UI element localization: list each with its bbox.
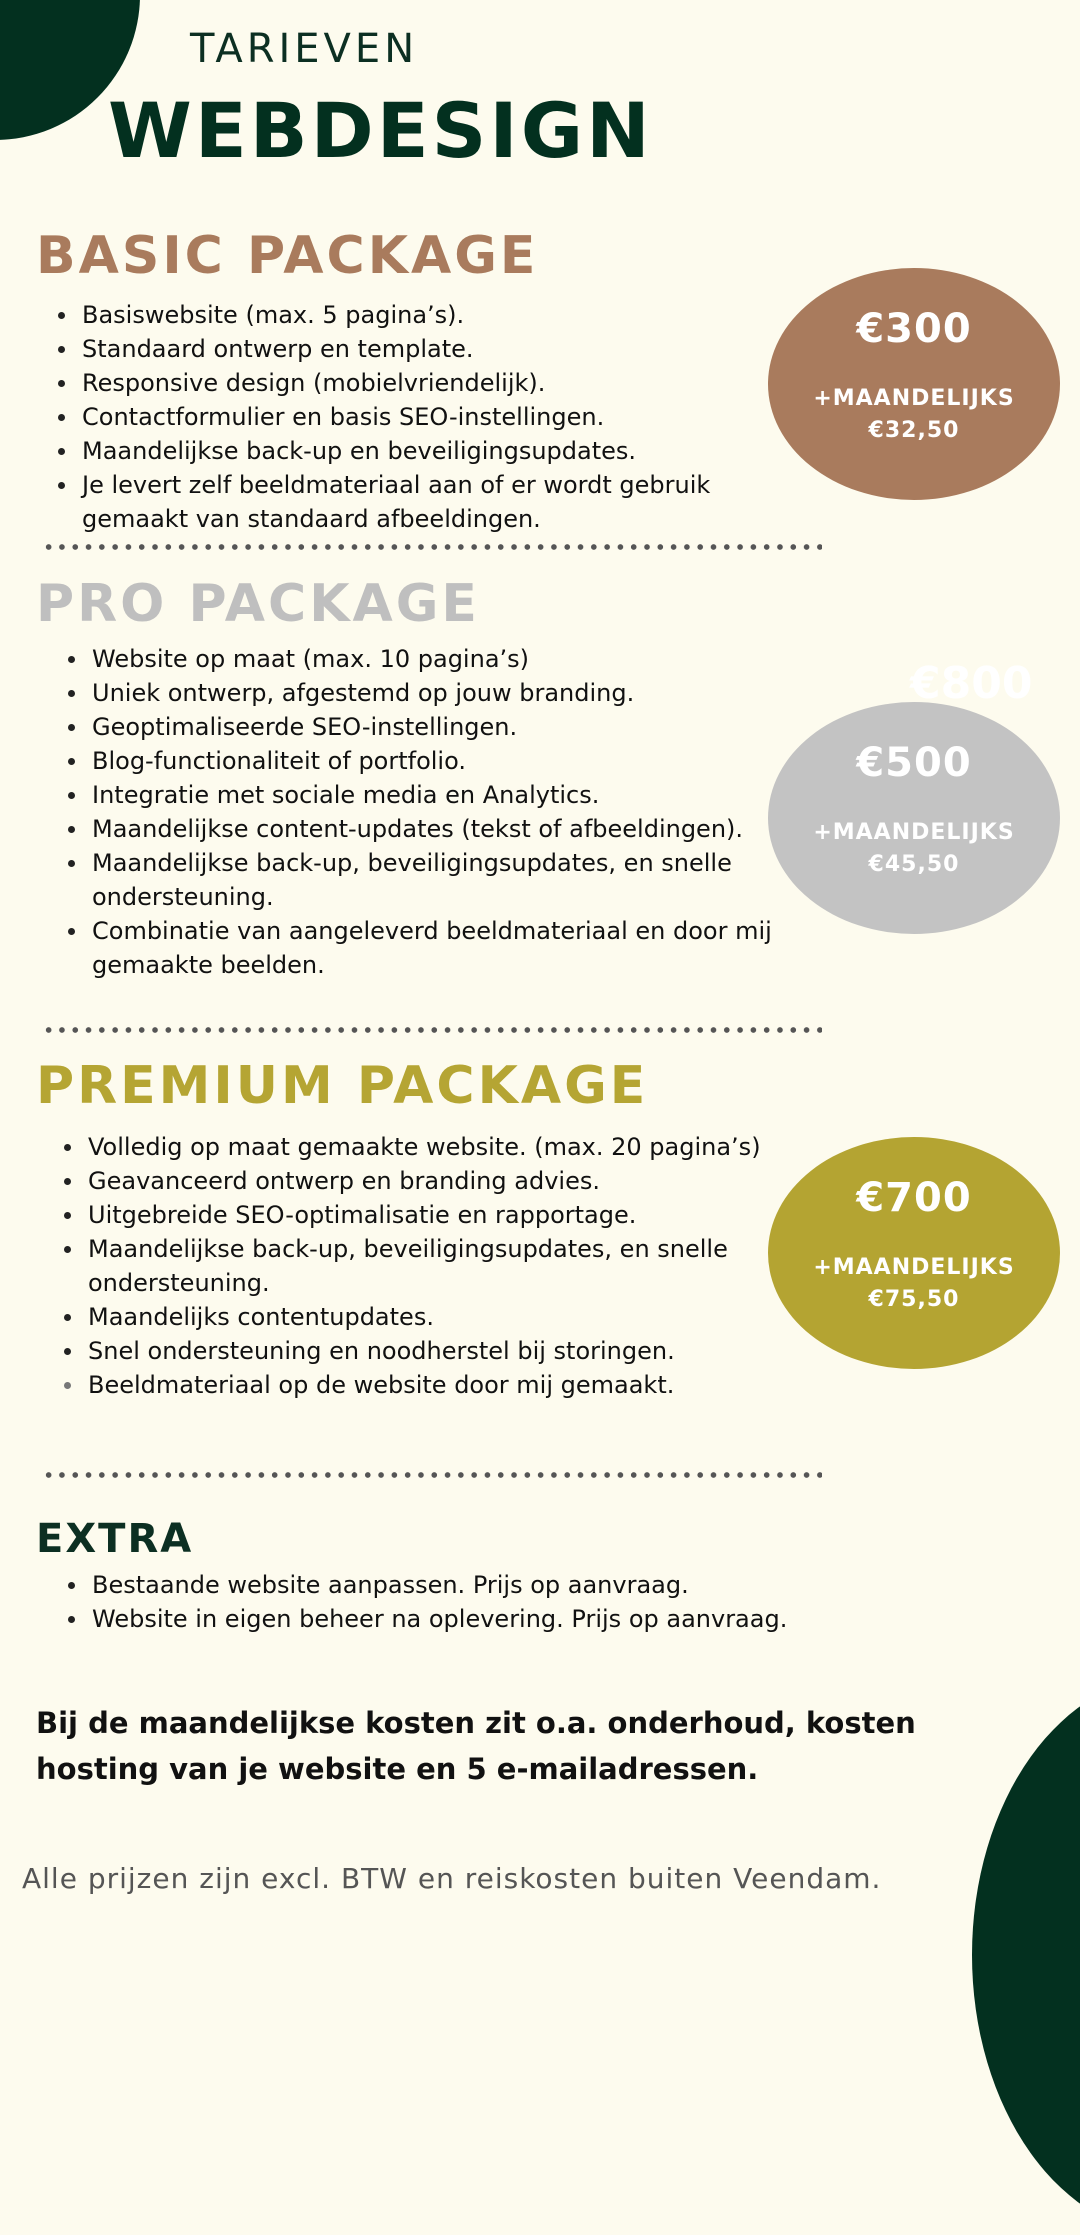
monthly-label: +MAANDELIJKS [813, 1255, 1015, 1280]
list-item: Responsive design (mobielvriendelijk). [52, 366, 752, 400]
monthly-costs-note: Bij de maandelijkse kosten zit o.a. onderhoud, kosten hosting van je website en 5 e-mailadressen. [36, 1706, 916, 1786]
list-item: Maandelijkse content-updates (tekst of afbeeldingen). [62, 812, 782, 846]
page-title: WEBDESIGN [108, 86, 653, 175]
monthly-label: +MAANDELIJKS [813, 820, 1015, 845]
monthly-label: +MAANDELIJKS [813, 386, 1015, 411]
basic-feature-list [52, 298, 752, 536]
list-item: Geavanceerd ontwerp en branding advies. [58, 1164, 798, 1198]
extra-title: EXTRA [36, 1516, 194, 1562]
dotted-divider [42, 1026, 822, 1034]
list-item: Integratie met sociale media en Analytics. [62, 778, 782, 812]
price-amount: €700 [856, 1175, 972, 1221]
price-amount: €500 [856, 740, 972, 786]
list-item: Beeldmateriaal op de website door mij gemaakt. [58, 1368, 798, 1402]
list-item: Volledig op maat gemaakte website. (max. 20 pagina’s) [58, 1130, 798, 1164]
list-item: Je levert zelf beeldmateriaal aan of er wordt gebruik gemaakt van standaard afbeeldingen. [52, 468, 752, 536]
corner-decoration-bottom-right [972, 1675, 1080, 2235]
list-item: Blog-functionaliteit of portfolio. [62, 744, 782, 778]
list-item: Bestaande website aanpassen. Prijs op aanvraag. [62, 1568, 1022, 1602]
dotted-divider [42, 1471, 822, 1479]
list-item: Maandelijkse back-up, beveiligingsupdates, en snelle ondersteuning. [58, 1232, 798, 1300]
list-item: Maandelijkse back-up en beveiligingsupdates. [52, 434, 752, 468]
list-item: Combinatie van aangeleverd beeldmateriaal en door mij gemaakte beelden. [62, 914, 782, 982]
pro-package-title: PRO PACKAGE [36, 574, 480, 634]
pro-feature-list [62, 642, 782, 982]
list-item: Geoptimaliseerde SEO-instellingen. [62, 710, 782, 744]
monthly-amount: €32,50 [868, 418, 960, 443]
list-item: Maandelijks contentupdates. [58, 1300, 798, 1334]
footer-disclaimer: Alle prijzen zijn excl. BTW en reiskosten buiten Veendam. [22, 1862, 882, 1895]
list-item: Uniek ontwerp, afgestemd op jouw branding. [62, 676, 782, 710]
list-item: Uitgebreide SEO-optimalisatie en rapportage. [58, 1198, 798, 1232]
monthly-amount: €45,50 [868, 852, 960, 877]
list-item: Maandelijkse back-up, beveiligingsupdates, en snelle ondersteuning. [62, 846, 782, 914]
monthly-amount: €75,50 [868, 1287, 960, 1312]
pro-ghost-price: €800 [910, 658, 1033, 709]
price-amount: €300 [856, 306, 972, 352]
list-item: Website in eigen beheer na oplevering. Prijs op aanvraag. [62, 1602, 1022, 1636]
premium-package-title: PREMIUM PACKAGE [36, 1056, 649, 1116]
basic-price-badge [768, 268, 1060, 500]
pro-price-badge [768, 702, 1060, 934]
extra-list [62, 1568, 1022, 1636]
list-item: Website op maat (max. 10 pagina’s) [62, 642, 782, 676]
list-item: Snel ondersteuning en noodherstel bij storingen. [58, 1334, 798, 1368]
page-eyebrow: TARIEVEN [190, 26, 419, 72]
basic-package-title: BASIC PACKAGE [36, 226, 539, 286]
dotted-divider [42, 543, 822, 551]
premium-feature-list [58, 1130, 798, 1402]
premium-price-badge [768, 1137, 1060, 1369]
list-item: Basiswebsite (max. 5 pagina’s). [52, 298, 752, 332]
list-item: Standaard ontwerp en template. [52, 332, 752, 366]
list-item: Contactformulier en basis SEO-instellingen. [52, 400, 752, 434]
